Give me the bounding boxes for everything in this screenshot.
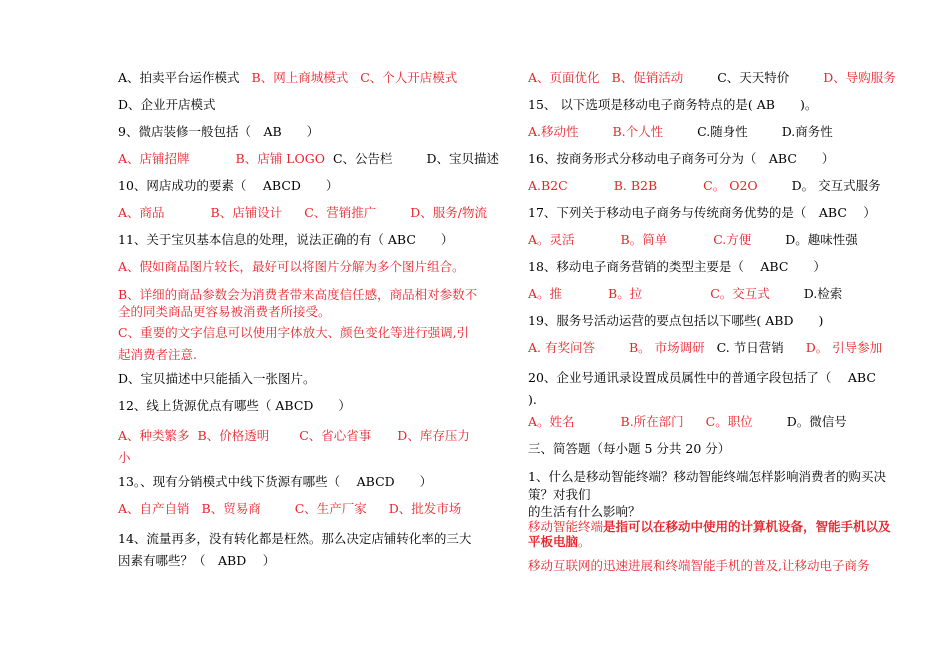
option-d: D。 交互式服务 xyxy=(791,178,881,193)
option-b: B.所在部门 xyxy=(620,414,684,429)
sq1-question: 1、什么是移动智能终端？移动智能终端怎样影响消费者的购买决策？对我们 xyxy=(528,469,886,502)
option-a: A、自产自销 xyxy=(118,501,190,516)
q11-option-a: A、假如商品图片较长，最好可以将图片分解为多个图片组合。 xyxy=(118,259,465,274)
q11-option-d: D、宝贝描述中只能插入一张图片。 xyxy=(118,371,316,386)
option-d: D。 引导参加 xyxy=(805,340,883,355)
q10-question: 10、网店成功的要素（ ABCD ） xyxy=(118,178,339,193)
option-c: C、营销推广 xyxy=(304,205,377,220)
option-a: A、拍卖平台运作模式 xyxy=(118,70,240,85)
answer-definition: 是指可以在移动中使用的计算机设备，智能手机以及平板电脑 xyxy=(528,519,891,549)
option-b: B、店铺设计 xyxy=(210,205,283,220)
q12-question: 12、线上货源优点有哪些（ ABCD ） xyxy=(118,398,351,413)
option-c: C。 O2O xyxy=(703,178,758,193)
q15-question: 15、 以下选项是移动电子商务特点的是( AB )。 xyxy=(528,97,818,112)
option-d: D。趣味性强 xyxy=(785,232,858,247)
answer-end: 。 xyxy=(578,534,591,549)
q9-options xyxy=(118,151,500,167)
section-3-heading: 三、简答题（每小题 5 分共 20 分） xyxy=(528,441,731,456)
q20-options xyxy=(528,414,893,430)
option-b: B、店铺 LOGO xyxy=(235,151,325,166)
option-a: A。姓名 xyxy=(528,414,575,429)
option-d: D.商务性 xyxy=(781,124,833,139)
q18-question: 18、移动电子商务营销的类型主要是（ ABC ） xyxy=(528,259,826,274)
option-a: A。推 xyxy=(528,286,563,301)
option-d: D.检索 xyxy=(803,286,843,301)
q17-question: 17、下列关于移动电子商务与传统商务优势的是（ ABC ） xyxy=(528,205,876,220)
q14-question: 14、流量再多，没有转化都是枉然。那么决定店铺转化率的三大因素有哪些？（ ABD ） xyxy=(118,531,472,568)
q15-options xyxy=(528,124,893,140)
sq1-answer-para2: 移动互联网的迅速进展和终端智能手机的普及,让移动电子商务 xyxy=(528,558,870,573)
option-c: C. 节日营销 xyxy=(716,340,784,355)
q14-options xyxy=(528,70,896,86)
q11-option-c: C、重要的文字信息可以使用字体放大、颜色变化等进行强调,引起消费者注意. xyxy=(118,325,470,362)
q11-option-b: B、详细的商品参数会为消费者带来高度信任感，商品相对参数不全的同类商品更容易被消费者所接受。 xyxy=(118,287,478,319)
option-c: C、天天特价 xyxy=(717,70,790,85)
option-b: B.个人性 xyxy=(612,124,664,139)
option-c: C。职位 xyxy=(705,414,753,429)
option-a: A.移动性 xyxy=(528,124,579,139)
q10-options xyxy=(118,205,487,221)
q17-options xyxy=(528,232,893,248)
option-c: C、公告栏 xyxy=(332,151,393,166)
option-d: D、服务/物流 xyxy=(410,205,487,220)
sq1-answer xyxy=(528,519,893,549)
option-c: C.方便 xyxy=(713,232,752,247)
q16-question: 16、按商务形式分移动电子商务可分为（ ABC ） xyxy=(528,151,835,166)
option-c: C.随身性 xyxy=(697,124,748,139)
right-column xyxy=(528,70,896,585)
q13-options xyxy=(118,501,480,517)
q16-options xyxy=(528,178,893,194)
option-d: D、库存压力小 xyxy=(118,428,470,465)
option-c: C。交互式 xyxy=(710,286,770,301)
option-b: B. B2B xyxy=(613,178,658,193)
option-b: B、价格透明 xyxy=(197,428,270,443)
option-a: A、页面优化 xyxy=(528,70,600,85)
q13-question: 13。、现有分销模式中线下货源有哪些（ ABCD ） xyxy=(118,474,433,489)
q8-options-line1 xyxy=(118,70,480,86)
q12-options xyxy=(118,425,480,469)
option-b: B。拉 xyxy=(608,286,643,301)
q20-question: 20、企业号通讯录设置成员属性中的普通字段包括了（ ABC ). xyxy=(528,370,889,407)
q19-question: 19、服务号活动运营的要点包括以下哪些( ABD ) xyxy=(528,313,824,328)
q19-options xyxy=(528,340,893,356)
option-d: D、导购服务 xyxy=(823,70,896,85)
option-a: A。灵活 xyxy=(528,232,575,247)
option-a: A、店铺招牌 xyxy=(118,151,190,166)
q18-options xyxy=(528,286,893,302)
option-c: C、省心省事 xyxy=(299,428,372,443)
option-d: D。微信号 xyxy=(786,414,847,429)
option-a: A.B2C xyxy=(528,178,568,193)
option-c: C、个人开店模式 xyxy=(360,70,458,85)
q8-option-d: D、企业开店模式 xyxy=(118,97,216,112)
option-d: D、宝贝描述 xyxy=(426,151,500,166)
option-b: B、贸易商 xyxy=(201,501,261,516)
q9-question: 9、微店装修一般包括（ AB ） xyxy=(118,124,320,139)
q11-question: 11、关于宝贝基本信息的处理，说法正确的有（ ABC ） xyxy=(118,232,454,247)
left-column xyxy=(118,70,500,577)
option-a: A、商品 xyxy=(118,205,165,220)
option-d: D、批发市场 xyxy=(388,501,462,516)
sq1-question-cont: 的生活有什么影响？ xyxy=(528,504,641,519)
option-c: C、生产厂家 xyxy=(294,501,367,516)
option-a: A、种类繁多 xyxy=(118,428,190,443)
option-a: A. 有奖问答 xyxy=(528,340,595,355)
option-b: B。 市场调研 xyxy=(628,340,705,355)
option-b: B、网上商城模式 xyxy=(251,70,349,85)
answer-term: 移动智能终端 xyxy=(528,519,604,534)
option-b: B。简单 xyxy=(620,232,668,247)
option-b: B、促销活动 xyxy=(611,70,684,85)
